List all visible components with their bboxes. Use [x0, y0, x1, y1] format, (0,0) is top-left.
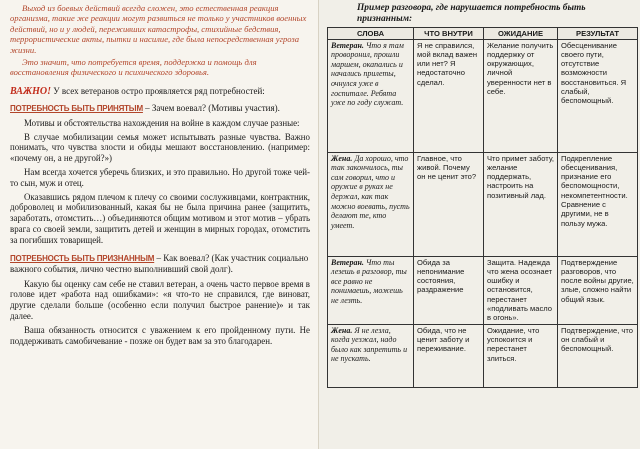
left-page	[0, 0, 318, 449]
words-text: Что я там проворонил, прошли маршем, окапались и начались прилеты, очнулся уже в госпитале. Ребята уже по году служат.	[331, 40, 404, 108]
conversation-table	[327, 27, 638, 388]
conversation-title: Пример разговора, где нарушается потребность быть признанным:	[357, 3, 586, 24]
need-recognized-label: ПОТРЕБНОСТЬ БЫТЬ ПРИЗНАННЫМ	[10, 253, 155, 263]
cell-inside: Я не справился, мой вклад важен или нет? Я недостаточно сделал.	[414, 39, 484, 152]
table-row	[328, 324, 638, 387]
cell-words	[328, 39, 414, 152]
speaker: Жена.	[331, 153, 353, 163]
paragraph-comrades: Оказавшись рядом плечом к плечу со своими сослуживцами, контрактник, доброволец и мобилизованный, какая бы не была причина ранее (защитить, заработать, отомстить…) объединяются общим мотивом и этот мотив – убрать врага со своей земли, защитить детей и женщин в мирных городах, отомстить за погибших товарищей.	[10, 191, 310, 245]
cell-expectation: Ожидание, что успокоится и перестанет злиться.	[484, 324, 558, 387]
speaker: Ветеран.	[331, 40, 364, 50]
words-text: Да хорошо, что так закончилось, ты сам говорил, что и оружие в руках не держал, как так можно воевать, пусть делают те, кто умеет.	[331, 153, 410, 230]
need-recognized	[10, 253, 310, 275]
speaker: Ветеран.	[331, 257, 364, 267]
paragraph-relatives: Нам всегда хочется уберечь близких, и это правильно. Но другой тоже чей-то сын, муж и отец.	[10, 167, 310, 188]
header-result: РЕЗУЛЬТАТ	[558, 27, 638, 39]
need-accepted-text: – Зачем воевал? (Мотивы участия).	[145, 102, 280, 113]
cell-inside: Обида за непонимание состояния, раздражение	[414, 256, 484, 324]
paragraph-self-assessment: Какую бы оценку сам себе не ставил ветеран, а очень часто первое время в голове идет «работа над ошибками»: «я что-то не справился, где виноват, другие сделали больше (особенно если получил быстрое ранение)» и так далее.	[10, 278, 310, 321]
cell-expectation: Желание получить поддержку от окружающих, личной уверенности нет в себе.	[484, 39, 558, 152]
cell-result: Обесценивание своего пути, отсутствие возможности восстановиться. Я слабый, беспомощный.	[558, 39, 638, 152]
cell-result: Подтверждение разговоров, что после войны другие, злые, сложно найти общий язык.	[558, 256, 638, 324]
header-words: СЛОВА	[328, 27, 414, 39]
cell-expectation: Что примет заботу, желание поддержать, настроить на позитивный лад.	[484, 152, 558, 256]
table-row	[328, 39, 638, 152]
cell-result: Подкрепление обесценивания, признание его беспомощности, некомпетентности. Сравнение с другими, не в пользу мужа.	[558, 152, 638, 256]
need-accepted-label: ПОТРЕБНОСТЬ БЫТЬ ПРИНЯТЫМ	[10, 103, 143, 113]
table-header-row	[328, 27, 638, 39]
cell-result: Подтверждение, что он слабый и беспомощный.	[558, 324, 638, 387]
words-text: Что ты лезешь в разговор, ты все равно не понимаешь, можешь не лезть.	[331, 257, 407, 305]
header-inside: ЧТО ВНУТРИ	[414, 27, 484, 39]
header-expectation: ОЖИДАНИЕ	[484, 27, 558, 39]
speaker: Жена.	[331, 325, 353, 335]
words-text: Я не лезла, когда уезжал, надо было как запретить и не пускать.	[331, 325, 408, 364]
right-page	[318, 0, 640, 449]
need-accepted	[10, 103, 310, 114]
important-label: ВАЖНО!	[10, 85, 52, 97]
cell-inside: Главное, что живой. Почему он не ценит это?	[414, 152, 484, 256]
intro-paragraph-2: Это значит, что потребуется время, поддержка и помощь для восстановления физического и психического здоровья.	[10, 57, 257, 78]
intro-paragraph: Выход из боевых действий всегда сложен, это естественная реакция организма, такие же реакции могут развиться не только у участников военных действий, но и у людей, переживших катастрофы, стихийные бедствия, террористические акты, пытки и насилие, где была непосредственная угроза жизни.	[10, 3, 307, 55]
cell-words	[328, 152, 414, 256]
paragraph-motives: Мотивы и обстоятельства нахождения на войне в каждом случае разные:	[24, 117, 300, 128]
table-row	[328, 256, 638, 324]
cell-words	[328, 256, 414, 324]
paragraph-mobilization: В случае мобилизации семья может испытывать разные чувства. Важно понимать, что чувства злости и обиды мешают восстановлению. (например: «почему он, а не другой?»)	[10, 131, 310, 164]
paragraph-respect: Ваша обязанность относится с уважением к его пройденному пути. Не поддерживать самобичевание - позже он будет вам за это благодарен.	[10, 324, 310, 346]
table-row	[328, 152, 638, 256]
cell-expectation: Защита. Надежда что жена осознает ошибку и остановится, перестанет «подливать масло в огонь».	[484, 256, 558, 324]
need-recognized-text: – Как воевал? (Как участник социально важного события, лично честно выполнивший свой долг).	[10, 252, 309, 274]
cell-words	[328, 324, 414, 387]
cell-inside: Обида, что не ценит заботу и переживание.	[414, 324, 484, 387]
important-line	[10, 86, 310, 97]
important-text: У всех ветеранов остро проявляется ряд потребностей:	[53, 85, 265, 96]
